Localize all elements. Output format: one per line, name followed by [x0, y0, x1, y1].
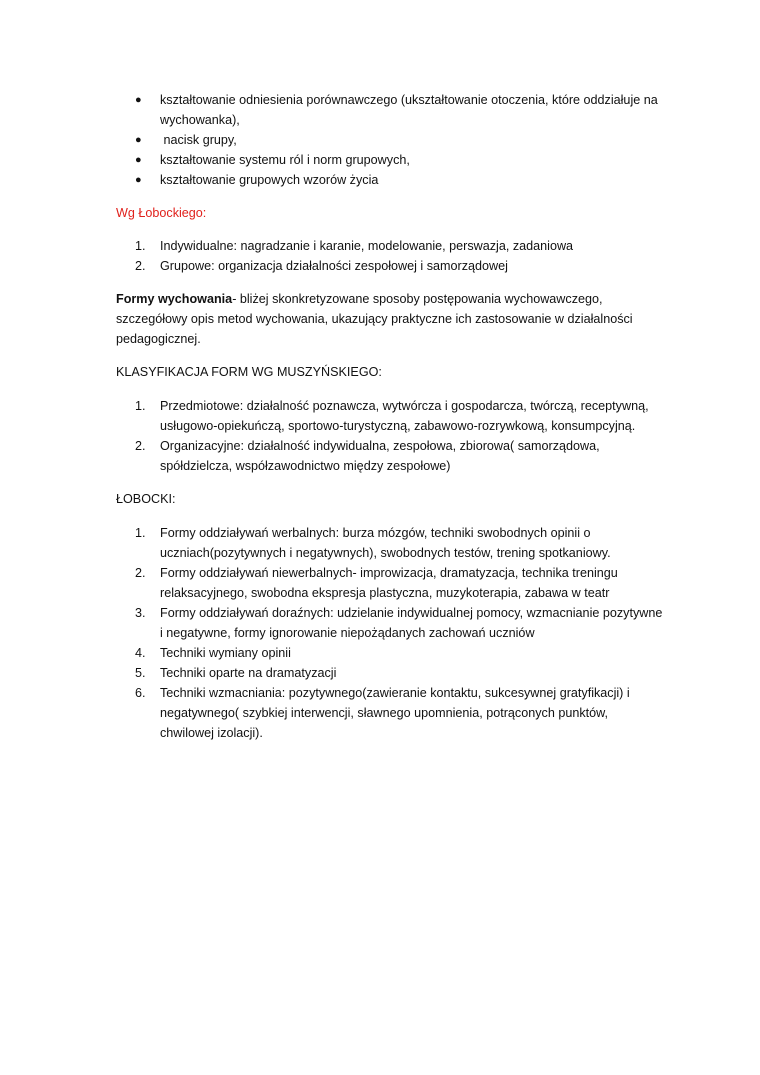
bullet-list-top [116, 90, 664, 190]
list-number: 4. [135, 646, 146, 660]
list-number: 5. [135, 666, 146, 680]
lobocki-heading: Wg Łobockiego: [116, 206, 207, 220]
list-number: 1. [135, 399, 146, 413]
list-number: 1. [135, 239, 146, 253]
list-item-text: kształtowanie grupowych wzorów życia [160, 173, 379, 187]
bullet-icon: ● [135, 154, 142, 166]
list-number: 1. [135, 526, 146, 540]
lobocki-methods-list [116, 236, 664, 276]
list-number: 6. [135, 686, 146, 700]
muszynski-heading: KLASYFIKACJA FORM WG MUSZYŃSKIEGO: [116, 365, 382, 379]
list-item-text: Formy oddziaływań niewerbalnych- improwizacja, dramatyzacja, technika treningu relaksacyjnego, swobodna ekspresja plastyczna, muzykoterapia, zabawa w teatr [160, 566, 618, 600]
list-number: 2. [135, 259, 146, 273]
forms-term: Formy wychowania [116, 292, 233, 306]
list-item [116, 170, 664, 190]
list-item [116, 90, 664, 130]
list-item-text: kształtowanie odniesienia porównawczego (ukształtowanie otoczenia, które oddziałuje na wychowanka), [160, 93, 658, 127]
list-item-text: Techniki oparte na dramatyzacji [160, 666, 337, 680]
list-item-text: Grupowe: organizacja działalności zespołowej i samorządowej [160, 259, 508, 273]
list-item [116, 683, 664, 743]
list-item [116, 236, 664, 256]
list-item [116, 150, 664, 170]
bullet-icon: ● [135, 174, 142, 186]
forms-text: - bliżej skonkretyzowane sposoby postępowania wychowawczego, szczegółowy opis metod wychowania, ukazujący praktyczne ich zastosowanie w działalności pedagogicznej. [116, 292, 633, 346]
list-item-text: Formy oddziaływań doraźnych: udzielanie indywidualnej pomocy, wzmacnianie pozytywne i negatywne, formy ignorowanie niepożądanych zachowań uczniów [160, 606, 663, 640]
list-item-text: Przedmiotowe: działalność poznawcza, wytwórcza i gospodarcza, twórczą, receptywną, usługowo-opiekuńczą, sportowo-turystyczną, zabawowo-rozrywkową, konsumpcyjną. [160, 399, 649, 433]
document-content [116, 90, 664, 743]
list-number: 2. [135, 566, 146, 580]
list-item [116, 603, 664, 643]
list-item [116, 663, 664, 683]
list-number: 2. [135, 439, 146, 453]
list-item [116, 396, 664, 436]
list-item [116, 563, 664, 603]
list-item-text: nacisk grupy, [160, 133, 237, 147]
list-item-text: Techniki wymiany opinii [160, 646, 291, 660]
list-item-text: Organizacyjne: działalność indywidualna, zespołowa, zbiorowa( samorządowa, spółdzielcza, współzawodnictwo między zespołowe) [160, 439, 600, 473]
list-item [116, 523, 664, 563]
list-item [116, 643, 664, 663]
lobocki-forms-list [116, 523, 664, 743]
list-item-text: Indywidualne: nagradzanie i karanie, modelowanie, perswazja, zadaniowa [160, 239, 574, 253]
muszynski-forms-list [116, 396, 664, 476]
list-item [116, 256, 664, 276]
bullet-icon: ● [135, 134, 142, 146]
list-number: 3. [135, 606, 146, 620]
forms-definition [116, 289, 664, 349]
list-item [116, 436, 664, 476]
list-item-text: kształtowanie systemu ról i norm grupowych, [160, 153, 410, 167]
list-item [116, 130, 664, 150]
bullet-icon: ● [135, 94, 142, 106]
list-item-text: Formy oddziaływań werbalnych: burza mózgów, techniki swobodnych opinii o uczniach(pozytywnych i negatywnych), swobodnych testów, trening spotkaniowy. [160, 526, 611, 560]
lobocki2-heading: ŁOBOCKI: [116, 492, 176, 506]
list-item-text: Techniki wzmacniania: pozytywnego(zawieranie kontaktu, sukcesywnej gratyfikacji) i negatywnego( szybkiej interwencji, sławnego upomnienia, potrąconych punktów, chwilowej izolacji). [160, 686, 630, 740]
